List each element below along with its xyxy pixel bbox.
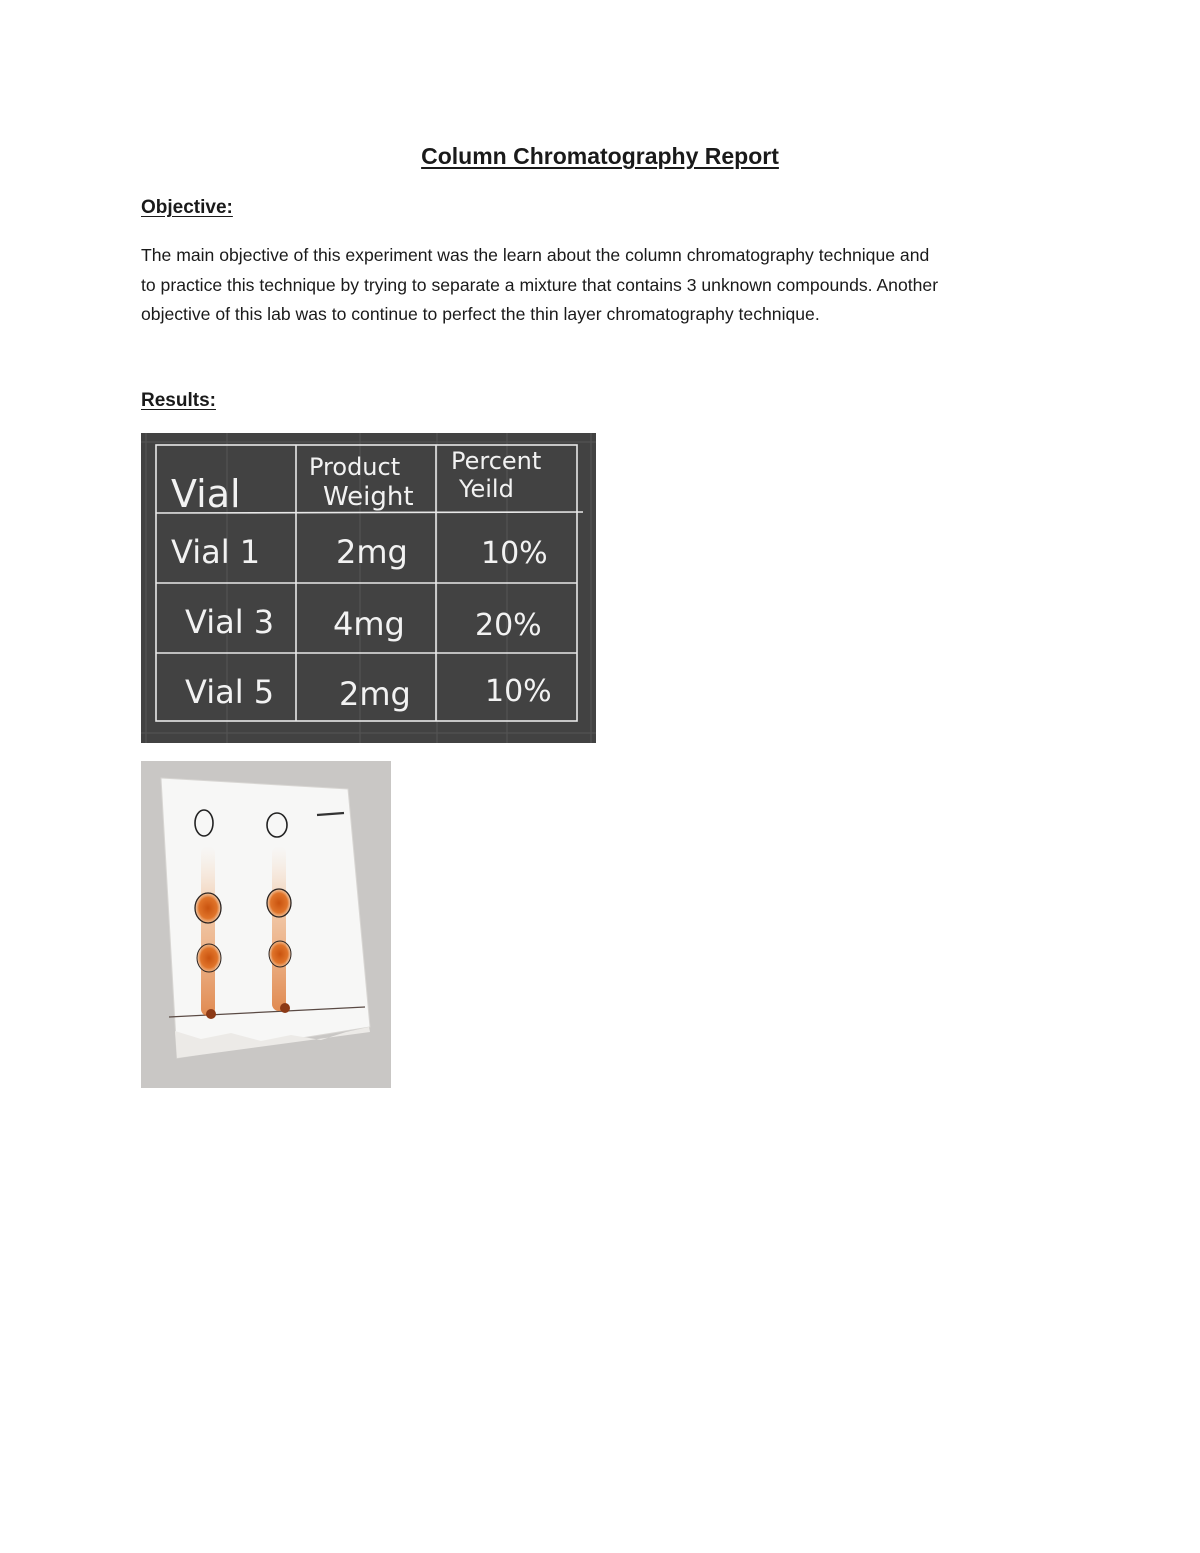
objective-line: objective of this lab was to continue to perfect the thin layer chromatography technique. — [141, 304, 820, 324]
table-cell-yield: 20% — [475, 608, 542, 643]
table-cell-vial: Vial 1 — [171, 533, 261, 571]
table-cell-weight: 4mg — [333, 605, 405, 643]
table-cell-yield: 10% — [485, 674, 552, 709]
table-cell-weight: 2mg — [336, 533, 408, 571]
table-cell-yield: 10% — [481, 536, 548, 571]
table-header-percent-yield-line2: Yeild — [459, 475, 514, 503]
table-cell-weight: 2mg — [339, 675, 411, 713]
table-header-product-weight-line1: Product — [309, 453, 401, 481]
objective-heading: Objective: — [141, 197, 233, 218]
objective-line: to practice this technique by trying to separate a mixture that contains 3 unknown compounds. Another — [141, 274, 939, 295]
table-header-vial: Vial — [171, 472, 241, 516]
page-title: Column Chromatography Report — [421, 143, 779, 169]
table-header-percent-yield-line1: Percent — [451, 447, 542, 475]
table-header-product-weight-line2: Weight — [323, 482, 414, 512]
results-heading: Results: — [141, 390, 216, 411]
tlc-plate-photo — [141, 761, 391, 1088]
results-table-image — [141, 433, 596, 743]
table-cell-vial: Vial 3 — [185, 603, 275, 641]
table-cell-vial: Vial 5 — [185, 673, 275, 711]
objective-paragraph — [141, 241, 1071, 330]
objective-line: The main objective of this experiment was the learn about the column chromatography technique and — [141, 245, 930, 265]
